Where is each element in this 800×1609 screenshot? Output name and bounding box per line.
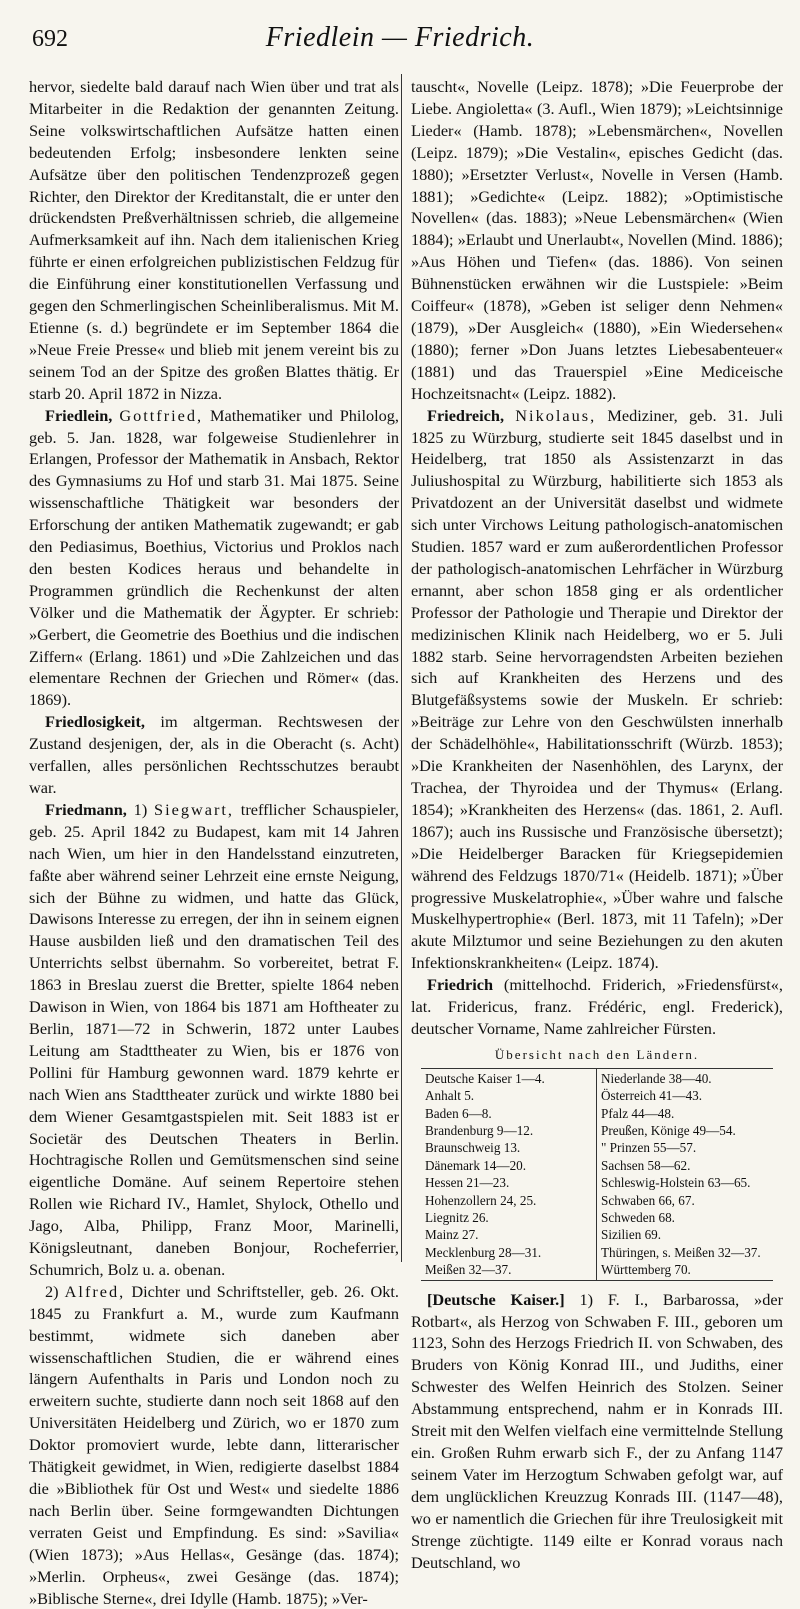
overview-item: Mainz 27. xyxy=(425,1227,479,1243)
section-deutsche-kaiser: [Deutsche Kaiser.] xyxy=(427,1289,565,1309)
overview-item: Anhalt 5. xyxy=(425,1088,475,1104)
carryover-paragraph: tauscht«, Novelle (Leipz. 1878); »Die Feuerprobe der Liebe. Angioletta« (3. Aufl., Wien 1879); »Leichtsinnige Lieder« (Hamb. 1878); »Lebensmärchen«, Novellen (Leipz. 1879); »Die Vestalin«, episches Gedicht (das. 1880); »Ersetzter Verlust«, Novelle in Versen (Hamb. 1881); »Gedichte« (Leipz. 1882); »Optimistische Novellen« (das. 1883); »Neue Lebensmärchen« (Wien 1884); »Erlaubt und Unerlaubt«, Novellen (Mind. 1886); »Aus Höhen und Tiefen« (das. 1886). Von seinen Bühnenstücken erwähnen wir die Lustspiele: »Beim Coiffeur« (1878), »Geben ist seliger denn Nehmen« (1879), »Der Ausgleich« (1880), »Ein Wiedersehen« (1880); ferner »Don Juans letztes Liebesabenteuer« (1881) und das Trauerspiel »Eine Mediceische Hochzeitsnacht« (Leipz. 1882). xyxy=(411,77,783,403)
overview-item: Pfalz 44—48. xyxy=(601,1105,675,1121)
overview-item: Österreich 41—43. xyxy=(601,1088,703,1104)
lemma-friedlosigkeit: Friedlosigkeit, xyxy=(45,712,145,732)
lemma-friedreich: Friedreich, xyxy=(427,405,505,425)
overview-item: Braunschweig 13. xyxy=(425,1140,521,1156)
overview-item: Thüringen, s. Meißen 32—37. xyxy=(601,1244,761,1260)
left-column xyxy=(29,76,399,1609)
lemma-friedrich: Friedrich xyxy=(427,975,494,995)
overview-item: Hohenzollern 24, 25. xyxy=(425,1192,537,1208)
overview-item: Meißen 32—37. xyxy=(425,1262,512,1278)
overview-item: Schleswig-Holstein 63—65. xyxy=(601,1175,751,1191)
overview-left-list xyxy=(421,1069,597,1280)
page-number: 692 xyxy=(32,26,68,52)
carryover-paragraph: hervor, siedelte bald darauf nach Wien über und trat als Mitarbeiter in die Redaktion der genannten Zeitung. Seine volkswirtschaftlichen Aufsätze hatten einen bedeutenden Erfolg; insbesondere lenkten seine Aufsätze über den politischen Tendenzprozeß gegen Richter, den Direktor der Kreditanstalt, die er unter den drückendsten Preßverhältnissen schrieb, die allgemeine Aufmerksamkeit auf ihn. Nach dem italienischen Krieg führte er einen erfolgreichen publizistischen Feldzug für die Einführung einer konstitutionellen Verfassung und gegen den Schmerlingischen Scheinliberalismus. Mit M. Etienne (s. d.) begründete er im September 1864 die »Neue Freie Presse« und blieb mit jenem vereint bis zu seinem Tod an der Spitze des großen Blattes thätig. Er starb 20. April 1872 in Nizza. xyxy=(29,77,399,403)
right-column xyxy=(411,76,783,1573)
overview-item: Hessen 21—23. xyxy=(425,1175,510,1191)
column-divider xyxy=(401,74,402,1262)
overview-item: Deutsche Kaiser 1—4. xyxy=(425,1070,545,1086)
entry-text: (mittelhochd. Friderich, »Friedensfürst«, lat. Fridericus, franz. Frédéric, engl. Frederick), deutscher Vorname, Name zahlreicher Fürsten. xyxy=(411,975,783,1038)
entry-friedmann-2 xyxy=(29,1281,399,1609)
entry-friedmann xyxy=(29,799,399,1281)
overview-title: Übersicht nach den Ländern. xyxy=(494,1046,700,1062)
overview-right-list xyxy=(597,1069,773,1280)
entry-text: 1) F. I., Barbarossa, »der Rotbart«, als Herzog von Schwaben F. III., geboren um 1123, Sohn des Herzogs Friedrich II. von Schwaben, des Bruders von König Konrad III., und Judiths, einer Schwester des Welfen Heinrich des Stolzen. Seiner Abstammung entsprechend, nahm er in Konrads III. Streit mit den Welfen vielfach eine vermittelnde Stellung ein. Großen Ruhm erwarb sich F., der zu Anfang 1147 seinem Vater im Herzogtum Schwaben gefolgt war, auf dem unglücklichen Kreuzzug Konrads III. (1147—48), wo er namentlich die Griechen für ihre Treulosigkeit mit Strenge züchtigte. 1149 eilte er Konrad voraus nach Deutschland, wo xyxy=(411,1289,783,1572)
overview-item: Liegnitz 26. xyxy=(425,1210,489,1226)
entry-text: Dichter und Schriftsteller, geb. 26. Okt. 1845 zu Frankfurt a. M., wurde zum Kaufmann bestimmt, widmete sich daneben aber wissenschaftlichen Studien, die er während eines längern Aufenthalts in Paris und London noch zu erweitern suchte, studierte dann noch seit 1868 auf den Universitäten Heidelberg und Zürich, wo er 1870 zum Doktor promoviert wurde, lebte dann, litterarischer Thätigkeit gewidmet, in Wien, redigierte daselbst 1884 die »Bibliothek für Ost und West« und siedelte 1886 nach Berlin über. Seine formgewandten Dichtungen verraten Geist und Empfindung. Es sind: »Savilia« (Wien 1873); »Aus Hellas«, Gesänge (das. 1874); »Merlin. Orpheus«, zwei Gesänge (das. 1874); »Biblische Sterne«, drei Idylle (Hamb. 1875); »Ver- xyxy=(29,1281,399,1608)
lemma-friedlein: Friedlein, xyxy=(45,405,113,425)
overview-item: Dänemark 14—20. xyxy=(425,1157,527,1173)
overview-item: Sizilien 69. xyxy=(601,1227,662,1243)
sub-number: 2) xyxy=(45,1281,65,1301)
overview-item: Sachsen 58—62. xyxy=(601,1157,691,1173)
entry-deutsche-kaiser xyxy=(411,1289,783,1574)
entry-friedlosigkeit xyxy=(29,711,399,799)
page-header xyxy=(30,10,770,62)
overview-item: Schweden 68. xyxy=(601,1210,675,1226)
name-nikolaus: Nikolaus, xyxy=(515,405,597,425)
name-siegwart: Siegwart, xyxy=(154,799,234,819)
sub-number: 1) xyxy=(126,799,155,819)
entry-text: im altgerman. Rechtswesen der Zustand desjenigen, der, als in die Oberacht (s. Acht) verfallen, alles persönlichen Rechtsschutzes beraubt war. xyxy=(29,712,399,797)
overview-item: Baden 6—8. xyxy=(425,1105,492,1121)
entry-text: trefflicher Schauspieler, geb. 25. April 1842 zu Budapest, kam mit 14 Jahren nach Wien, um hier in den Handelsstand einzutreten, faßte aber während seiner Lehrzeit eine ernste Neigung, sich der Bühne zu widmen, und hatte das Glück, Dawisons Interesse zu erregen, der ihn in seinem eignen Hause ausbilden ließ und den dramatischen Teil des Unterrichts selbst übernahm. So vorbereitet, betrat F. 1863 in Breslau zuerst die Bretter, spielte 1864 neben Dawison in Wien, von 1864 bis 1871 am Hoftheater zu Berlin, 1871—72 in Schwerin, 1872 unter Laubes Leitung am Stadttheater zu Wien, bis er 1876 von Pollini für Hamburg gewonnen ward. 1879 kehrte er nach Wien ans Stadttheater zurück und wirkte 1880 bei dem Wiener Gesamtgastspielen mit. Seit 1883 ist er Societär des Deutschen Theaters in Berlin. Hochtragische Rollen und Gemütsmenschen sind seine eigentliche Domäne. Auf seinem Repertoire stehen Rollen wie Richard IV., Hamlet, Shylock, Othello und Jago, Alba, Philipp, Franz Moor, Marinelli, Königsleutnant, daneben Bonjour, Rocheferrier, Schumrich, Bolz u. a. obenan. xyxy=(29,799,399,1279)
overview-item: Preußen, Könige 49—54. xyxy=(601,1123,736,1138)
entry-friedrich xyxy=(411,974,783,1040)
entry-text: Mediziner, geb. 31. Juli 1825 zu Würzburg, studierte seit 1845 daselbst und in Heidelberg, trat 1850 als Assistenzarzt in das Juliushospital zu Würzburg, habilitierte sich 1853 als Privatdozent an der Universität daselbst und widmete sich unter Virchows Leitung pathologisch-anatomischen Studien. 1857 ward er zum außerordentlichen Professor der pathologisch-anatomischen Lehrfächer in Würzburg ernannt, aber schon 1858 ging er als ordentlicher Professor der Pathologie und Therapie und Direktor der medizinischen Klinik nach Heidelberg, wo er 5. Juli 1882 starb. Seine hervorragendsten Arbeiten beziehen sich auf Krankheiten des Herzens und des Blutgefäßsystems sowie der Muskeln. Er schrieb: »Beiträge zur Lehre von den Geschwülsten innerhalb der Schädelhöhle«, Habilitationsschrift (Würzb. 1853); »Die Krankheiten der Nasenhöhlen, des Larynx, der Trachea, der Thyroidea und der Thymus« (Erlang. 1854); »Krankheiten des Herzens« (das. 1861, 2. Aufl. 1867); auch ins Russische und Französische übersetzt); »Die Heidelberger Baracken für Kriegsepidemien während des Feldzugs 1870/71« (Heidelb. 1871); »Über progressive Muskelatrophie«, »Über wahre und falsche Muskelhypertrophie« (Berl. 1873, mit 11 Tafeln); »Der akute Milztumor und seine Beziehungen zu den akuten Infektionskrankheiten« (Leipz. 1874). xyxy=(411,405,784,973)
running-title: Friedlein — Friedrich. xyxy=(265,22,535,53)
name-alfred: Alfred, xyxy=(64,1281,126,1301)
overview-table xyxy=(421,1068,773,1281)
entry-friedlein xyxy=(29,405,399,712)
overview-item: Württemberg 70. xyxy=(601,1262,691,1278)
overview-item: Niederlande 38—40. xyxy=(601,1070,712,1086)
overview-item: Mecklenburg 28—31. xyxy=(425,1244,542,1260)
overview-item: Schwaben 66, 67. xyxy=(601,1192,695,1208)
lemma-friedmann: Friedmann, xyxy=(45,799,127,819)
entry-friedreich xyxy=(411,405,783,975)
name-gottfried: Gottfried, xyxy=(119,405,204,425)
entry-text: Mathematiker und Philolog, geb. 5. Jan. 1828, war folgeweise Studienlehrer in Erlangen, Professor der Mathematik in Ansbach, Rektor des Gymnasiums zu Hof und starb 31. Mai 1875. Seine wissenschaftliche Thätigkeit war besonders der Erforschung der antiken Mathematik zugewandt; er gab den Pediasimus, Boethius, Victorius und Proklos nach den besten Kodices heraus und behandelte in Programmen gründlich die Rechenkunst der alten Völker und die Mathematik der Ägypter. Er schrieb: »Gerbert, die Geometrie des Boethius und die indischen Ziffern« (Erlang. 1861) und »Die Zahlzeichen und das elementare Rechnen der Griechen und Römer« (das. 1869). xyxy=(29,405,399,710)
overview-item: " Prinzen 55—57. xyxy=(601,1140,697,1156)
overview-item: Brandenburg 9—12. xyxy=(425,1123,534,1138)
